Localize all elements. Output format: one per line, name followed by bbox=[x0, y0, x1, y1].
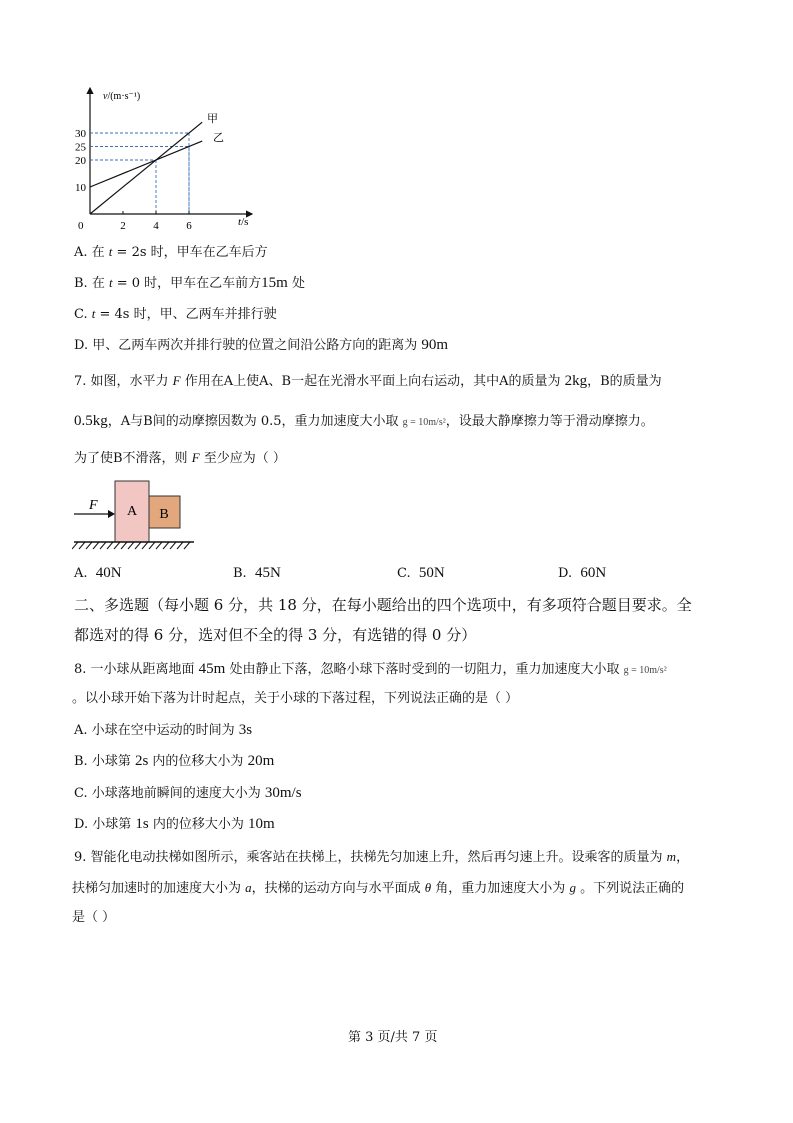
hatch-line bbox=[156, 542, 162, 549]
x-tick-label-1: 4 bbox=[153, 220, 159, 232]
q7-option-d bbox=[558, 564, 606, 583]
series-line-0 bbox=[90, 122, 202, 214]
q7-stem-line1 bbox=[74, 372, 662, 391]
q7-var-f-2: F bbox=[191, 450, 200, 465]
q8-text-1a: 8. 一小球从距离地面 bbox=[74, 662, 199, 677]
q7-g-value: g = 10m/s² bbox=[402, 417, 446, 428]
x-tick-label-2: 6 bbox=[186, 220, 192, 232]
q6-b-mid: = 0 bbox=[112, 276, 141, 291]
hatch-line bbox=[177, 542, 183, 549]
q9-stem-line3: 是（ ） bbox=[72, 910, 116, 925]
section-2-heading-line1: 二、多选题（每小题 6 分，共 18 分，在每小题给出的四个选项中，有多项符合题目要求。全 bbox=[74, 596, 692, 614]
q7-option-c bbox=[397, 564, 445, 583]
series-line-1 bbox=[90, 141, 202, 187]
page-footer: 第 3 页/共 7 页 bbox=[348, 1030, 438, 1045]
q8-option-b bbox=[74, 752, 274, 771]
q7-stem-line2 bbox=[74, 412, 654, 432]
q8-a-unit: 3s bbox=[238, 722, 253, 738]
q6-b-var: t bbox=[108, 275, 113, 290]
q9-text-2c: 角，重力加速度大小为 bbox=[431, 881, 570, 896]
q8-stem-line1 bbox=[74, 660, 667, 680]
hatch-line bbox=[149, 542, 155, 549]
q9-stem-line2 bbox=[72, 879, 684, 898]
q8-d-text: D. 小球第 bbox=[74, 817, 136, 832]
q6-a-var: t bbox=[108, 244, 113, 259]
q7-text-1a: 7. 如图，水平力 bbox=[74, 374, 173, 389]
hatch-line bbox=[170, 542, 176, 549]
q7-a-label: A. bbox=[74, 566, 88, 581]
hatch-line bbox=[142, 542, 148, 549]
hatch-line bbox=[184, 542, 190, 549]
q8-g-value: g = 10m/s² bbox=[623, 665, 667, 676]
hatch-line bbox=[79, 542, 85, 549]
q8-c-text: C. 小球落地前瞬间的速度大小为 bbox=[74, 786, 265, 801]
q6-b-post: 时，甲车在乙车前方 bbox=[140, 276, 262, 291]
q7-mass-b: 0.5kg bbox=[74, 413, 108, 429]
q7-var-f: F bbox=[172, 373, 181, 388]
vt-graph bbox=[62, 80, 262, 235]
hatch-line bbox=[121, 542, 127, 549]
q7-mass-a: 2kg bbox=[564, 373, 588, 389]
q6-b-text: B. 在 bbox=[74, 276, 109, 291]
q8-height: 45m bbox=[198, 661, 226, 677]
y-tick-label-3: 30 bbox=[75, 128, 86, 140]
q6-option-a bbox=[74, 243, 268, 262]
q7-text-1c: ，B的质量为 bbox=[587, 374, 662, 389]
hatch-line bbox=[72, 542, 78, 549]
q8-b-mid: 内的位移大小为 bbox=[148, 754, 248, 769]
x-tick-label-0: 2 bbox=[120, 220, 126, 232]
q7-text-3b: 至少应为（ ） bbox=[199, 451, 286, 466]
q6-option-b bbox=[74, 274, 305, 293]
q9-text-1a: 9. 智能化电动扶梯如图所示，乘客站在扶梯上，扶梯先匀加速上升，然后再匀速上升。设乘客的质量为 bbox=[74, 850, 667, 865]
hatch-line bbox=[107, 542, 113, 549]
hatch-line bbox=[114, 542, 120, 549]
q9-stem-line1 bbox=[74, 848, 689, 867]
y-tick-label-0: 10 bbox=[75, 182, 86, 194]
q9-text-2b: ，扶梯的运动方向与水平面成 bbox=[251, 881, 425, 896]
q6-a-mid: = 2s bbox=[112, 245, 147, 260]
q8-option-d bbox=[74, 815, 275, 834]
q6-b-post2: 处 bbox=[287, 276, 305, 291]
hatch-line bbox=[93, 542, 99, 549]
q9-var-m: m bbox=[666, 849, 677, 864]
q7-d-label: D. bbox=[558, 566, 573, 581]
q7-b-label: B. bbox=[233, 566, 247, 581]
q6-a-post: 时，甲车在乙车后方 bbox=[146, 245, 268, 260]
line-label-yi: 乙 bbox=[213, 132, 224, 144]
q8-d-unit: 1s bbox=[135, 816, 149, 832]
hatch-line bbox=[86, 542, 92, 549]
q6-option-d bbox=[74, 336, 448, 355]
q9-var-g: g bbox=[569, 880, 576, 895]
q6-d-text: D. 甲、乙两车两次并排行驶的位置之间沿公路方向的距离为 bbox=[74, 338, 422, 353]
force-arrowhead bbox=[108, 510, 115, 518]
q9-text-2a: 扶梯匀加速时的加速度大小为 bbox=[72, 881, 246, 896]
q8-stem-line2: 。以小球开始下落为计时起点，关于小球的下落过程，下列说法正确的是（ ） bbox=[72, 691, 519, 706]
q6-c-text: C. bbox=[74, 307, 92, 322]
block-a-label: A bbox=[126, 504, 138, 519]
q7-d-value: 60N bbox=[580, 565, 607, 581]
y-tick-label-2: 25 bbox=[75, 141, 86, 154]
line-label-jia: 甲 bbox=[207, 113, 218, 125]
q7-option-b bbox=[233, 564, 281, 583]
q8-c-unit: 30m/s bbox=[264, 785, 302, 801]
q7-a-value: 40N bbox=[95, 565, 122, 581]
origin-label: 0 bbox=[78, 220, 84, 232]
q8-b-text: B. 小球第 bbox=[74, 754, 135, 769]
q7-b-value: 45N bbox=[254, 565, 281, 581]
section-2-heading-line2: 都选对的得 6 分，选对但不全的得 3 分，有选错的得 0 分） bbox=[74, 626, 477, 644]
q7-option-a bbox=[74, 564, 122, 583]
q8-text-1b: 处由静止下落，忽略小球下落时受到的一切阻力，重力加速度大小取 bbox=[225, 662, 624, 677]
q8-option-c bbox=[74, 784, 302, 803]
q7-text-3a: 为了使B不滑落，则 bbox=[74, 451, 192, 466]
q6-d-unit: 90m bbox=[421, 337, 449, 353]
q7-block-figure bbox=[72, 478, 202, 550]
q8-a-text: A. 小球在空中运动的时间为 bbox=[74, 723, 239, 738]
q7-c-value: 50N bbox=[418, 565, 445, 581]
q6-option-c bbox=[74, 305, 277, 324]
q6-c-mid: = 4s bbox=[95, 307, 130, 322]
q9-text-1b: ， bbox=[676, 850, 690, 865]
q9-var-theta: θ bbox=[424, 880, 432, 895]
q6-c-post: 时，甲、乙两车并排行驶 bbox=[129, 307, 277, 322]
q8-b-unit: 2s bbox=[134, 753, 149, 769]
q8-d-unit2: 10m bbox=[247, 816, 275, 832]
q7-text-1b: 作用在A上使A、B一起在光滑水平面上向右运动，其中A的质量为 bbox=[180, 374, 565, 389]
hatch-line bbox=[135, 542, 141, 549]
x-axis-label: t/s bbox=[238, 216, 249, 228]
q8-d-mid: 内的位移大小为 bbox=[148, 817, 248, 832]
force-label: F bbox=[89, 498, 98, 513]
y-axis-label: v/(m·s⁻¹) bbox=[103, 91, 141, 102]
block-b-label: B bbox=[159, 507, 169, 522]
hatch-line bbox=[100, 542, 106, 549]
hatch-line bbox=[128, 542, 134, 549]
q6-c-var: t bbox=[91, 306, 96, 321]
q7-text-2b: ，设最大静摩擦力等于滑动摩擦力。 bbox=[445, 414, 654, 429]
q7-stem-line3 bbox=[74, 449, 286, 468]
q7-c-label: C. bbox=[397, 566, 411, 581]
q8-option-a bbox=[74, 721, 252, 740]
q9-text-2d: 。下列说法正确的 bbox=[575, 881, 685, 896]
ground-hatch bbox=[72, 542, 190, 549]
q9-var-a: a bbox=[245, 880, 252, 895]
q7-text-2a: ，A与B间的动摩擦因数为 0.5，重力加速度大小取 bbox=[107, 414, 403, 429]
q6-a-text: A. 在 bbox=[74, 245, 109, 260]
y-tick-label-1: 20 bbox=[75, 155, 86, 167]
hatch-line bbox=[163, 542, 169, 549]
q6-b-unit: 15m bbox=[261, 275, 288, 291]
q8-b-unit2: 20m bbox=[247, 753, 275, 769]
